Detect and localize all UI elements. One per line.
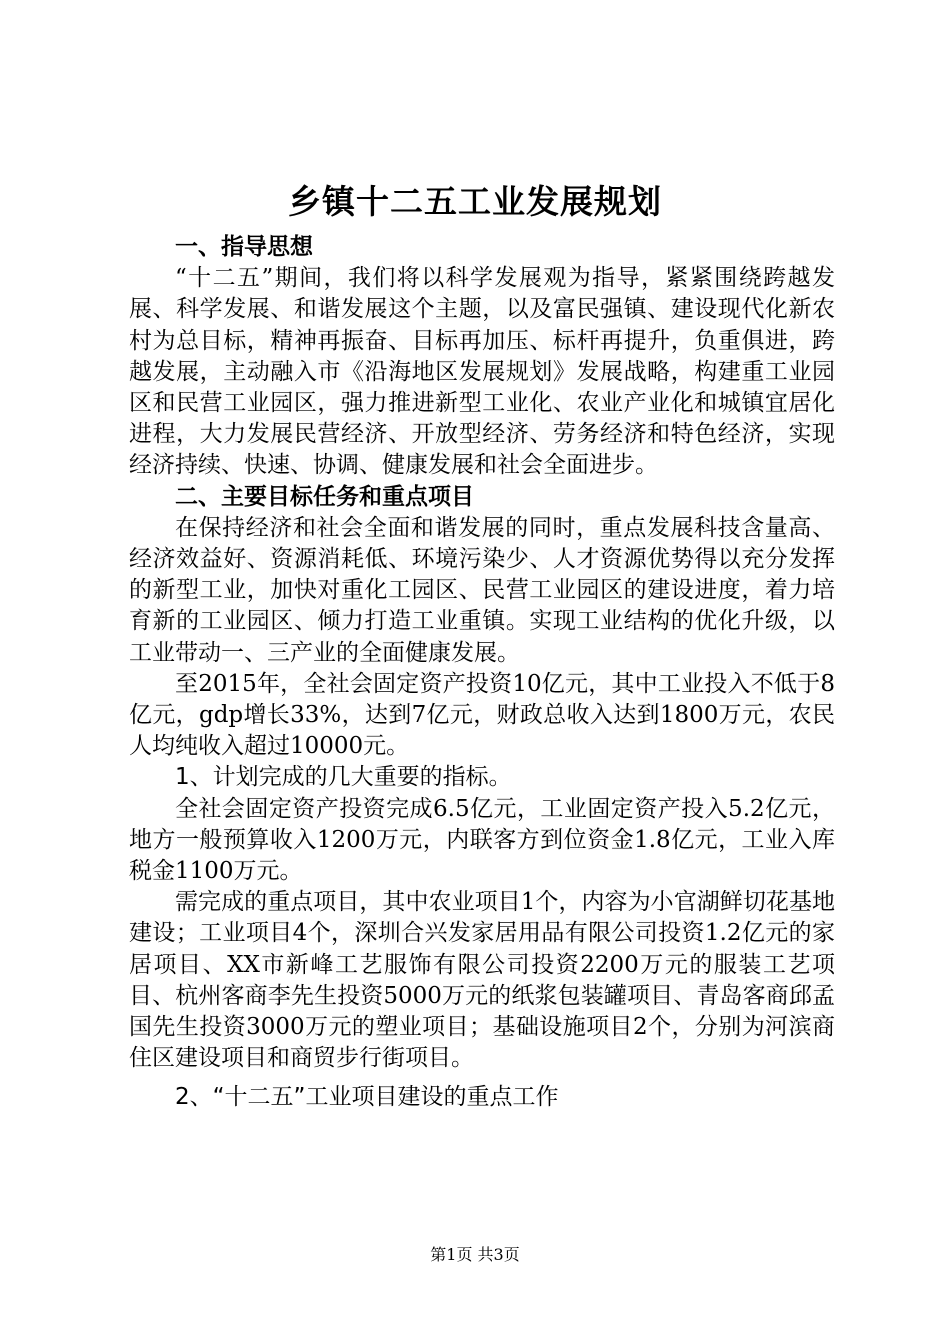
section-heading-guiding-ideology: 一、指导思想	[175, 234, 313, 260]
document-body	[129, 232, 835, 1114]
document-title: 乡镇十二五工业发展规划	[288, 182, 662, 221]
subheading-key-indicators: 1、计划完成的几大重要的指标。	[175, 764, 512, 791]
paragraph-guiding-ideology: “十二五”期间，我们将以科学发展观为指导，紧紧围绕跨越发展、科学发展、和谐发展这个主题，以及富民强镇、建设现代化新农村为总目标，精神再振奋、目标再加压、标杆再提升，负重俱进，跨越发展，主动融入市《沿海地区发展规划》发展战略，构建重工业园区和民营工业园区，强力推进新型工业化、农业产业化和城镇宜居化进程，大力发展民营经济、开放型经济、劳务经济和特色经济，实现经济持续、快速、协调、健康发展和社会全面进步。	[129, 265, 835, 479]
page-footer: 第1页 共3页	[430, 1245, 520, 1264]
paragraph-main-goals: 在保持经济和社会全面和谐发展的同时，重点发展科技含量高、经济效益好、资源消耗低、环境污染少、人才资源优势得以充分发挥的新型工业，加快对重化工园区、民营工业园区的建设进度，着力培育新的工业园区、倾力打造工业重镇。实现工业结构的优化升级，以工业带动一、三产业的全面健康发展。	[129, 514, 835, 666]
paragraph-key-indicators: 全社会固定资产投资完成6.5亿元，工业固定资产投入5.2亿元，地方一般预算收入1200万元，内联客方到位资金1.8亿元，工业入库税金1100万元。	[129, 795, 835, 885]
section-heading-main-goals: 二、主要目标任务和重点项目	[175, 483, 474, 510]
paragraph-key-projects: 需完成的重点项目，其中农业项目1个，内容为小官湖鲜切花基地建设；工业项目4个，深圳合兴发家居用品有限公司投资1.2亿元的家居项目、XX市新峰工艺服饰有限公司投资2200万元的服装工艺项目、杭州客商李先生投资5000万元的纸浆包装罐项目、青岛客商邱孟国先生投资3000万元的塑业项目；基础设施项目2个，分别为河滨商住区建设项目和商贸步行街项目。	[129, 889, 835, 1072]
paragraph-2015-targets: 至2015年，全社会固定资产投资10亿元，其中工业投入不低于8亿元，gdp增长33%，达到7亿元，财政总收入达到1800万元，农民人均纯收入超过10000元。	[129, 670, 835, 760]
subheading-key-work: 2、“十二五”工业项目建设的重点工作	[175, 1084, 559, 1111]
